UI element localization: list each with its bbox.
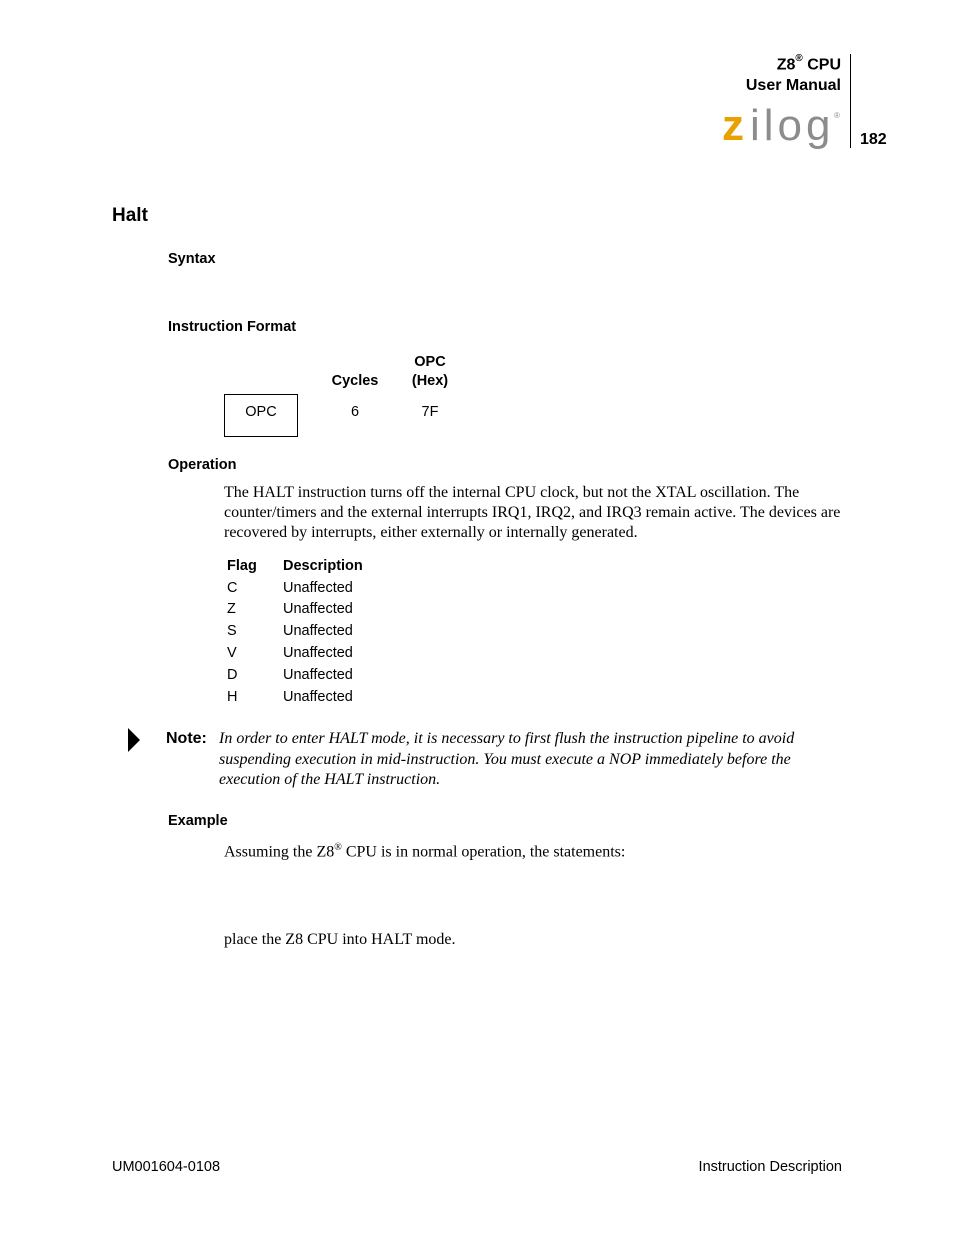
cycles-header: Cycles (331, 373, 379, 389)
flag-cell: V (227, 645, 237, 662)
logo-registered-mark: ® (834, 111, 840, 120)
instruction-format-heading: Instruction Format (168, 319, 297, 335)
description-header: Description (283, 557, 363, 574)
table-row (224, 664, 363, 686)
flags-header-row (224, 555, 363, 577)
logo-letters: ilog (750, 104, 835, 150)
example-heading: Example (168, 813, 228, 829)
manual-name: User Manual (745, 77, 841, 95)
page-number: 182 (860, 131, 887, 148)
table-row (224, 642, 363, 664)
description-cell: Unaffected (283, 623, 353, 640)
header-title (746, 50, 841, 96)
table-row (224, 577, 363, 599)
description-cell: Unaffected (283, 601, 353, 618)
cycles-value: 6 (350, 404, 360, 420)
opc-hex-header: OPC (Hex) (411, 354, 449, 389)
operation-heading: Operation (168, 457, 237, 473)
description-cell: Unaffected (283, 579, 353, 596)
flags-table (224, 555, 363, 708)
example-intro: Assuming the Z8® CPU is in normal operation, the statements: (224, 842, 626, 861)
note-arrow-icon (128, 728, 140, 752)
footer-section-name: Instruction Description (698, 1159, 842, 1175)
opc-box: OPC (224, 394, 298, 437)
table-row (224, 686, 363, 708)
flag-cell: S (227, 623, 237, 640)
opc-value: 7F (421, 404, 439, 420)
flag-cell: D (227, 666, 238, 683)
syntax-heading: Syntax (168, 251, 216, 267)
flag-cell: C (227, 579, 238, 596)
description-cell: Unaffected (283, 645, 353, 662)
section-title: Halt (112, 205, 148, 226)
header-divider (850, 54, 851, 148)
note-label: Note: (166, 730, 207, 747)
zilog-logo (722, 104, 844, 150)
example-outro: place the Z8 CPU into HALT mode. (224, 931, 456, 948)
logo-letter-z: z (722, 104, 744, 150)
footer-doc-number: UM001604-0108 (112, 1159, 221, 1175)
table-row (224, 599, 363, 621)
note-text: In order to enter HALT mode, it is necessary to first flush the instruction pipeline to avoid suspending execution in mid-instruction. You must execute a NOP immediately before the execution of the HALT instruction. (219, 730, 795, 788)
flag-cell: H (227, 688, 238, 705)
description-cell: Unaffected (283, 688, 353, 705)
description-cell: Unaffected (283, 666, 353, 683)
flag-header: Flag (227, 557, 257, 574)
table-row (224, 620, 363, 642)
flag-cell: Z (227, 601, 236, 618)
product-name: Z8® CPU (776, 53, 841, 74)
operation-text: The HALT instruction turns off the internal CPU clock, but not the XTAL oscillation. The counter/timers and the external interrupts IRQ1, IRQ2, and IRQ3 remain active. The devices are recovered by interrupts, either externally or internally generated. (224, 484, 841, 541)
